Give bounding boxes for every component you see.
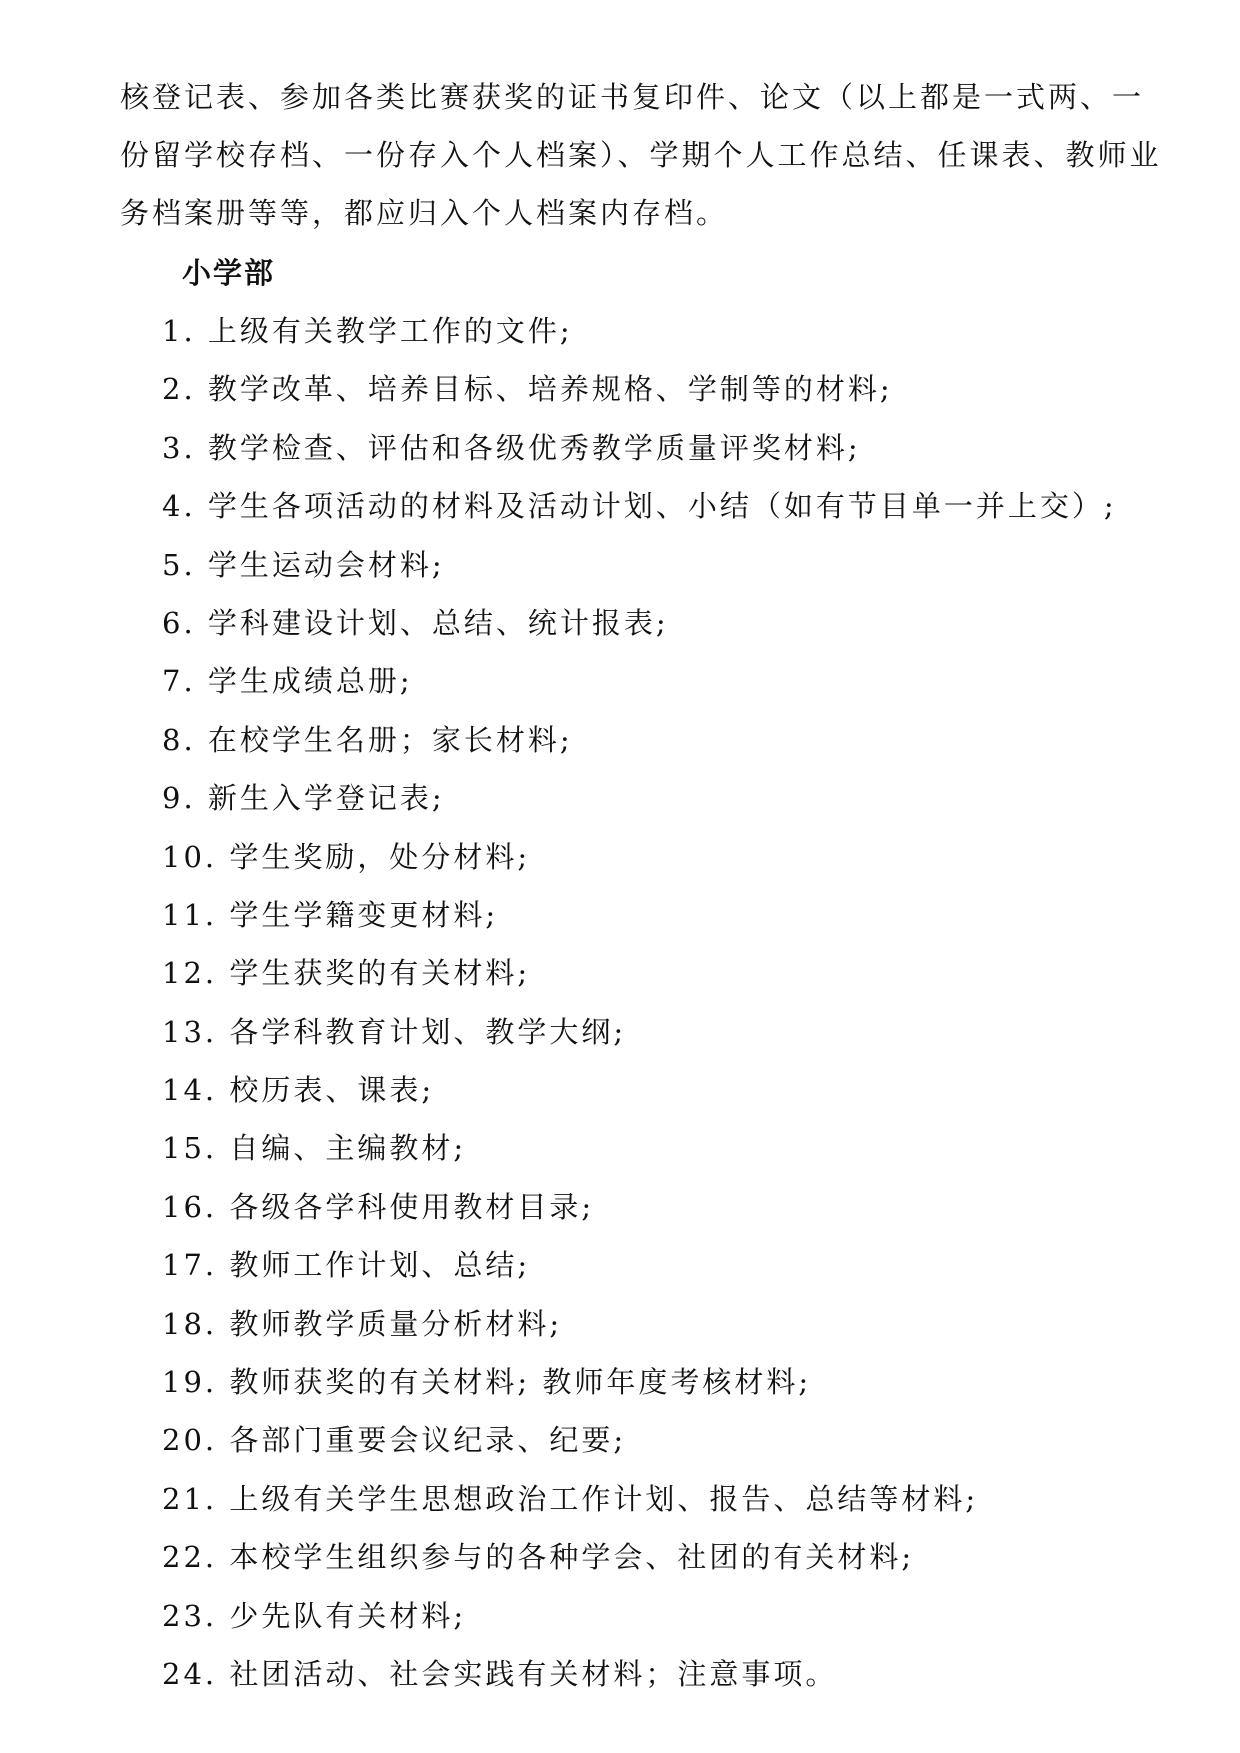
intro-line: 务档案册等等，都应归入个人档案内存档。 xyxy=(120,196,729,230)
list-item: 10. 学生奖励，处分材料; xyxy=(162,839,531,874)
list-item: 20. 各部门重要会议纪录、纪要; xyxy=(162,1423,627,1458)
list-item: 9. 新生入学登记表; xyxy=(162,781,445,816)
list-item: 15. 自编、主编教材; xyxy=(162,1131,467,1166)
intro-line: 份留学校存档、一份存入个人档案）、学期个人工作总结、任课表、教师业 xyxy=(120,138,1162,172)
list-item: 19. 教师获奖的有关材料; 教师年度考核材料; xyxy=(162,1365,812,1400)
list-item: 14. 校历表、课表; xyxy=(162,1073,435,1108)
section-heading: 小学部 xyxy=(182,256,276,290)
list-item: 16. 各级各学科使用教材目录; xyxy=(162,1189,595,1224)
list-item: 24. 社团活动、社会实践有关材料；注意事项。 xyxy=(162,1656,838,1691)
list-item: 23. 少先队有关材料; xyxy=(162,1598,467,1633)
item-list xyxy=(162,302,1117,1703)
list-item: 11. 学生学籍变更材料; xyxy=(162,897,499,932)
list-item: 5. 学生运动会材料; xyxy=(162,547,445,582)
list-item: 21. 上级有关学生思想政治工作计划、报告、总结等材料; xyxy=(162,1481,979,1516)
list-item: 4. 学生各项活动的材料及活动计划、小结（如有节目单一并上交）; xyxy=(162,489,1117,524)
list-item: 1. 上级有关教学工作的文件; xyxy=(162,314,573,348)
list-item: 12. 学生获奖的有关材料; xyxy=(162,956,531,991)
list-item: 2. 教学改革、培养目标、培养规格、学制等的材料; xyxy=(162,372,893,407)
list-item: 3. 教学检查、评估和各级优秀教学质量评奖材料; xyxy=(162,430,861,465)
list-item: 13. 各学科教育计划、教学大纲; xyxy=(162,1014,627,1049)
intro-line: 核登记表、参加各类比赛获奖的证书复印件、论文（以上都是一式两、一 xyxy=(120,80,1145,114)
list-item: 18. 教师教学质量分析材料; xyxy=(162,1306,563,1341)
list-item: 17. 教师工作计划、总结; xyxy=(162,1248,531,1283)
list-item: 7. 学生成绩总册; xyxy=(162,664,413,699)
list-item: 22. 本校学生组织参与的各种学会、社团的有关材料; xyxy=(162,1540,915,1575)
list-item: 8. 在校学生名册；家长材料; xyxy=(162,722,573,757)
list-item: 6. 学科建设计划、总结、统计报表; xyxy=(162,605,669,640)
intro-paragraph xyxy=(120,68,1162,242)
